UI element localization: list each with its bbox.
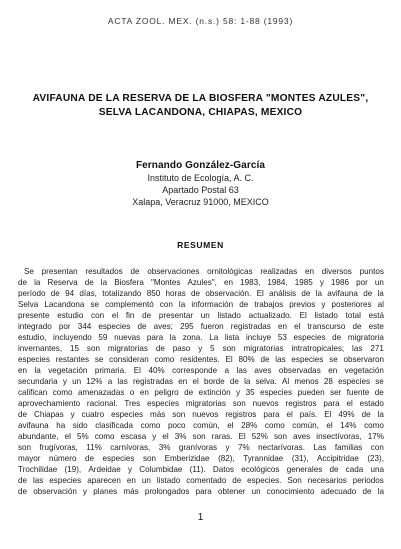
abstract-line: presente estudio con el fin de presentar un listado actualizado. El listado total está (18, 311, 384, 320)
abstract-line: Se presentan resultados de observaciones ornitológicas realizadas en diversos puntos (24, 267, 384, 276)
abstract-line: de las especies aparecen en un listado comentado de especies. Son necesarios periodos (18, 476, 384, 485)
author-name: Fernando González-García (135, 160, 266, 171)
abstract-line: período de 94 días, totalizando 850 horas de observación. El análisis de la avifauna de la (18, 289, 384, 298)
author-postal: Apartado Postal 63 (162, 185, 239, 195)
abstract-line: especies restantes se consideran como residentes. El 80% de las especies se observaron (18, 355, 384, 364)
abstract-line: en la vegetación primaria. El 40% corresponde a las aves observadas en vegetación (18, 366, 384, 375)
abstract-line: aprovechamiento racional. Tres especies migratorias son nuevos registros para el estado (18, 399, 384, 408)
author-block (0, 160, 401, 208)
title-line-2: SELVA LACANDONA, CHIAPAS, MEXICO (98, 107, 303, 118)
abstract-line: de observación y planes más prolongados para obtener un conocimiento adecuado de la (18, 487, 384, 496)
abstract-line: Trochilidae (19), Ardeidae y Columbidae (11). Datos ecológicos generales de cada una (18, 465, 384, 474)
author-city: Xalapa, Veracruz 91000, MEXICO (132, 197, 269, 207)
article-title (20, 92, 381, 120)
abstract-line: de Chiapas y cuatro especies más son nuevos registros para el país. El 49% de la (18, 410, 384, 419)
abstract-line: invernantes, 15 son migratorias de paso y 5 son migratorias intratropicales; las 271 (18, 344, 384, 353)
abstract-line: mayor número de especies son Emberizidae (82), Tyrannidae (31), Accipitridae (23), (18, 454, 384, 463)
journal-reference: ACTA ZOOL. MEX. (n.s.) 58: 1-88 (1993) (107, 16, 294, 26)
abstract-line: secundaria y un 12% a las registradas en el borde de la selva. Al menos 28 especies se (18, 377, 384, 386)
abstract-line: avifauna ha sido clasificada como poco común, el 28% como común, el 14% como (18, 421, 384, 430)
abstract-body (18, 266, 384, 497)
abstract-line: de la Reserva de la Biosfera "Montes Azules", en 1983, 1984, 1985 y 1986 por un (18, 278, 384, 287)
abstract-heading: RESUMEN (177, 240, 224, 250)
abstract-line: son frugívoras, 11% carnívoras, 3% granívoras y 7% nectarívoras. Las familias con (18, 443, 384, 452)
title-line-1: AVIFAUNA DE LA RESERVA DE LA BIOSFERA "MONTES AZULES", (32, 93, 369, 104)
abstract-line: califican como amenazadas o en peligro de extinción y 35 especies pueden ser fuente de (18, 388, 384, 397)
abstract-line: integrado por 344 especies de aves; 295 fueron registradas en el transcurso de este (18, 322, 384, 331)
abstract-line: estudio, incluyendo 59 nuevas para la zona. La lista incluye 53 especies de migratoria (18, 333, 384, 342)
abstract-line: Selva Lacandona se complementó con la información de trabajos previos y posteriores al (18, 300, 384, 309)
abstract-line: abundante, el 5% como escasa y el 3% son raras. El 52% son aves insectívoras, 17% (18, 432, 384, 441)
author-institution: Instituto de Ecología, A. C. (147, 173, 254, 183)
page-number: 1 (197, 512, 204, 523)
